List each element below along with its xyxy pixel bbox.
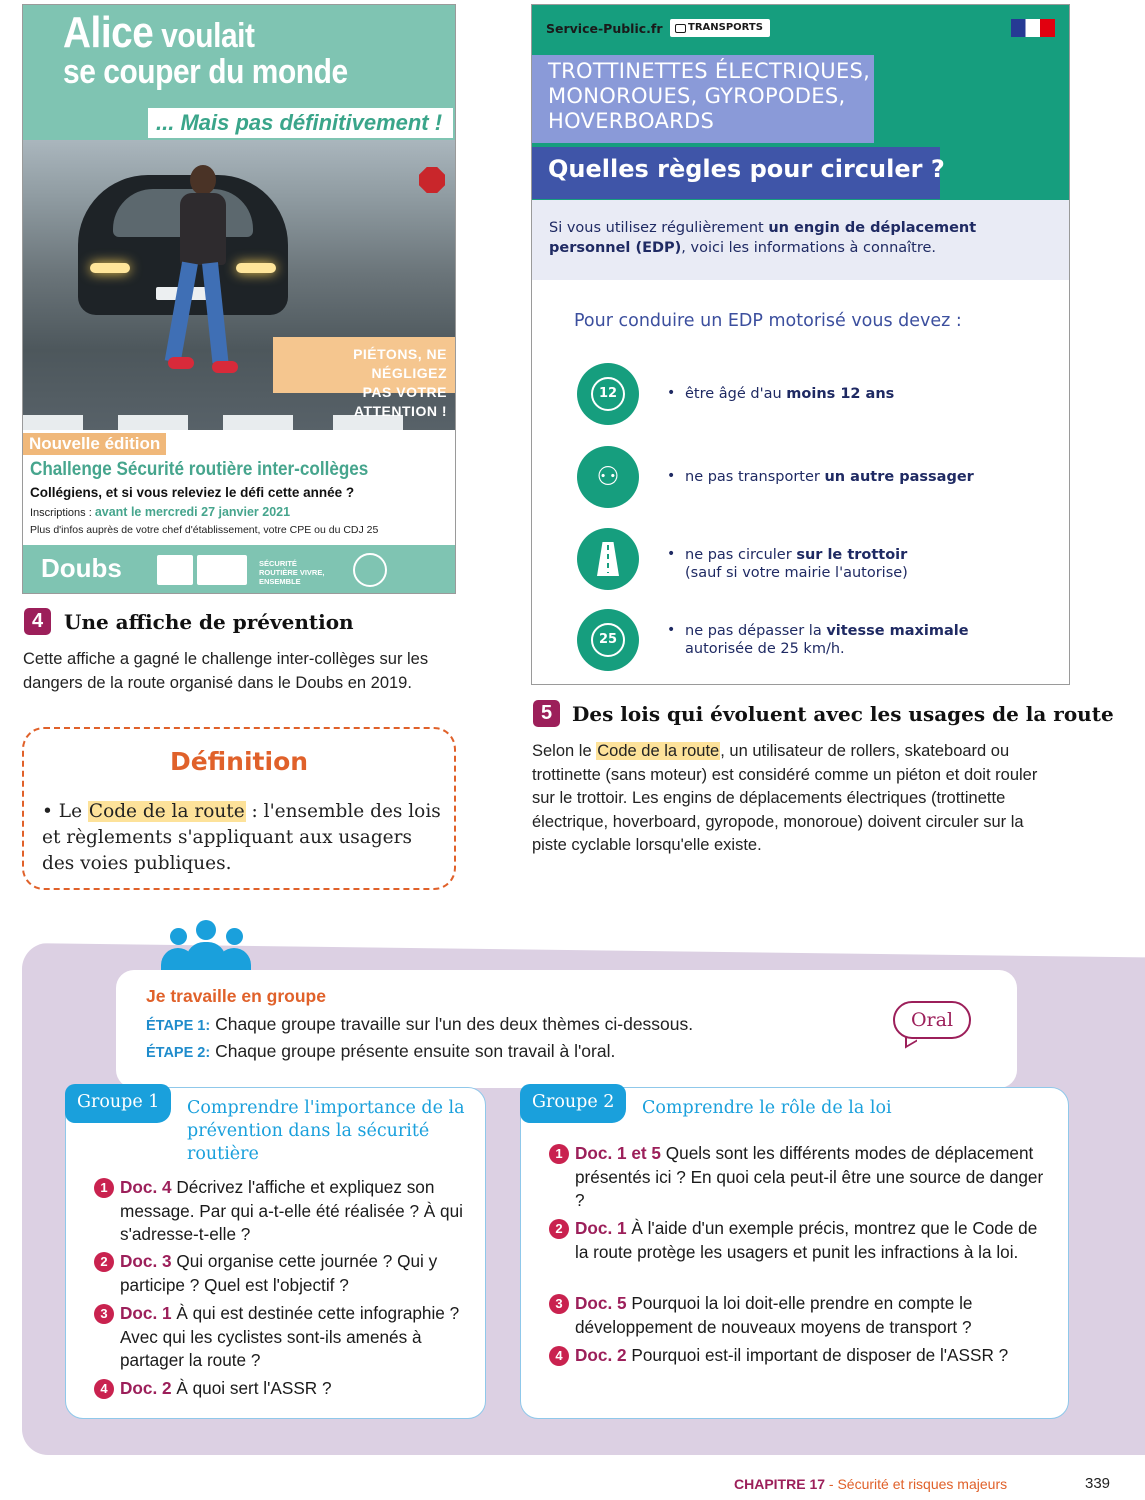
passenger-icon: ⚇ (577, 446, 639, 508)
doc5-number: 5 (533, 700, 560, 727)
transports-tag: TRANSPORTS (670, 19, 770, 37)
poster-question: Collégiens, et si vous releviez le défi cette année ? (30, 485, 355, 500)
speed-25-icon: 25 (577, 609, 639, 671)
work-title: Je travaille en groupe (146, 986, 326, 1006)
doc4-number: 4 (24, 608, 51, 635)
edp-infographic: Service-Public.fr TRANSPORTS TROTTINETTES ÉLECTRIQUES, MONOROUES, GYROPODES, HOVERBOARDS Quelles règles pour circuler ? Si vous utilisez régulièrement un engin de déplacement personnel (EDP), voici les informations à connaître. Pour conduire un EDP motorisé vous devez : 12 • être âgé d'au moins 12 ans ⚇ • ne pas transporter un autre passager • ne pas circuler sur le trottoir (sauf si votre mairie l'autorise) 25 • ne pas dépasser la vitesse maximale autorisée de 25 km/h. (531, 4, 1070, 685)
group2-theme: Comprendre le rôle de la loi (642, 1098, 892, 1118)
pedestrian-illustration (168, 165, 238, 380)
definition-box (22, 727, 456, 890)
definition-title: Définition (169, 747, 309, 776)
group1-question-2: 2 Doc. 3 Qui organise cette journée ? Qui y participe ? Quel est l'objectif ? (120, 1250, 470, 1297)
rule-sidewalk: ne pas circuler sur le trottoir (sauf si votre mairie l'autorise) (685, 547, 908, 581)
road-icon (577, 528, 639, 590)
prevention-poster (22, 4, 456, 594)
etape-2: ÉTAPE 2: Chaque groupe présente ensuite son travail à l'oral. (146, 1041, 616, 1061)
poster-new-edition: Nouvelle édition (23, 433, 166, 455)
definition-term: Code de la route (88, 801, 245, 822)
poster-title: Alice voulait se couper du monde (63, 8, 348, 91)
group2-question-4: 4 Doc. 2 Pourquoi est-il important de disposer de l'ASSR ? (575, 1344, 1045, 1368)
group-people-icon (158, 918, 254, 972)
page-number: 339 (1085, 1475, 1111, 1492)
group1-theme: Comprendre l'importance de la prévention dans la sécurité routière (187, 1098, 465, 1164)
stop-sign-icon (419, 167, 445, 193)
french-flag-icon (1011, 19, 1055, 37)
infographic-intro: Si vous utilisez régulièrement un engin de déplacement personnel (EDP), voici les informations à connaître. (549, 220, 977, 256)
group2-question-1: 1 Doc. 1 et 5 Quels sont les différents modes de déplacement présentés ici ? En quoi cela peut-il être une source de danger ? (575, 1142, 1045, 1213)
group1-question-3: 3 Doc. 1 À qui est destinée cette infographie ? Avec qui les cyclistes sont-ils amenés à partager la route ? (120, 1302, 470, 1373)
etape-1: ÉTAPE 1: Chaque groupe travaille sur l'un des deux thèmes ci-dessous. (146, 1014, 694, 1034)
rule-age: être âgé d'au moins 12 ans (685, 386, 895, 402)
vehicle-types: TROTTINETTES ÉLECTRIQUES, MONOROUES, GYROPODES, HOVERBOARDS (548, 59, 871, 133)
prefecture-logo (157, 555, 193, 585)
service-public-logo: Service-Public.fr (546, 21, 663, 36)
definition-body: • Le Code de la route : l'ensemble des lois et règlements s'appliquant aux usagers des voies publiques. (42, 801, 441, 874)
doc5-caption: Selon le Code de la route, un utilisateur de rollers, skateboard ou trottinette (sans moteur) est considéré comme un piéton et doit rouler sur le trottoir. Les engins de déplacements électriques (trottinette électrique, hoverboard, gyropode, monoroue) doivent circuler sur la piste cyclable lorsqu'elle existe. (532, 742, 1038, 854)
group1-question-1: 1 Doc. 4 Décrivez l'affiche et expliquez son message. Par qui a-t-elle été réalisée ? À qui s'adresse-t-elle ? (120, 1176, 470, 1247)
infographic-question: Quelles règles pour circuler ? (548, 155, 945, 183)
doc4-caption: Cette affiche a gagné le challenge inter-collèges sur les dangers de la route organisé dans le Doubs en 2019. (23, 650, 429, 692)
doc4-title: Une affiche de prévention (64, 610, 354, 634)
oral-label: Oral (893, 1001, 971, 1039)
poster-warning: PIÉTONS, NE NÉGLIGEZ PAS VOTRE ATTENTION ! (273, 337, 455, 393)
doubs-logo: Doubs (41, 553, 122, 583)
doc5-term: Code de la route (597, 742, 720, 760)
poster-challenge: Challenge Sécurité routière inter-collèges (30, 459, 369, 480)
rule-speed: ne pas dépasser la vitesse maximale autorisée de 25 km/h. (685, 623, 969, 657)
oral-badge (893, 1001, 971, 1043)
group2-question-2: 2 Doc. 1 À l'aide d'un exemple précis, montrez que le Code de la route protège les usagers et punit les infractions à la loi. (575, 1217, 1045, 1264)
rule-passenger: ne pas transporter un autre passager (685, 469, 974, 485)
group2-question-3: 3 Doc. 5 Pourquoi la loi doit-elle prendre en compte le développement de nouveaux moyens de transport ? (575, 1292, 1045, 1339)
poster-logo-strip (23, 545, 455, 594)
cdj-logo (353, 553, 387, 587)
poster-inscriptions: Inscriptions : avant le mercredi 27 janvier 2021 (30, 505, 291, 519)
partner-logo (197, 555, 247, 585)
age-12-icon: 12 (577, 363, 639, 425)
group2-tab: Groupe 2 (520, 1084, 626, 1123)
group1-tab: Groupe 1 (65, 1084, 171, 1123)
chapter-footer: CHAPITRE 17 - Sécurité et risques majeurs (734, 1476, 1008, 1492)
securite-routiere-logo: SÉCURITÉ ROUTIÈRE VIVRE, ENSEMBLE (259, 559, 325, 586)
group1-question-4: 4 Doc. 2 À quoi sert l'ASSR ? (120, 1377, 470, 1401)
poster-subtitle: ... Mais pas définitivement ! (148, 108, 453, 138)
conditions-title: Pour conduire un EDP motorisé vous devez : (574, 311, 962, 331)
doc5-title: Des lois qui évoluent avec les usages de la route (572, 702, 1114, 726)
instructions-card (116, 970, 1017, 1088)
poster-more-info: Plus d'infos auprès de votre chef d'établissement, votre CPE ou du CDJ 25 (30, 524, 379, 536)
